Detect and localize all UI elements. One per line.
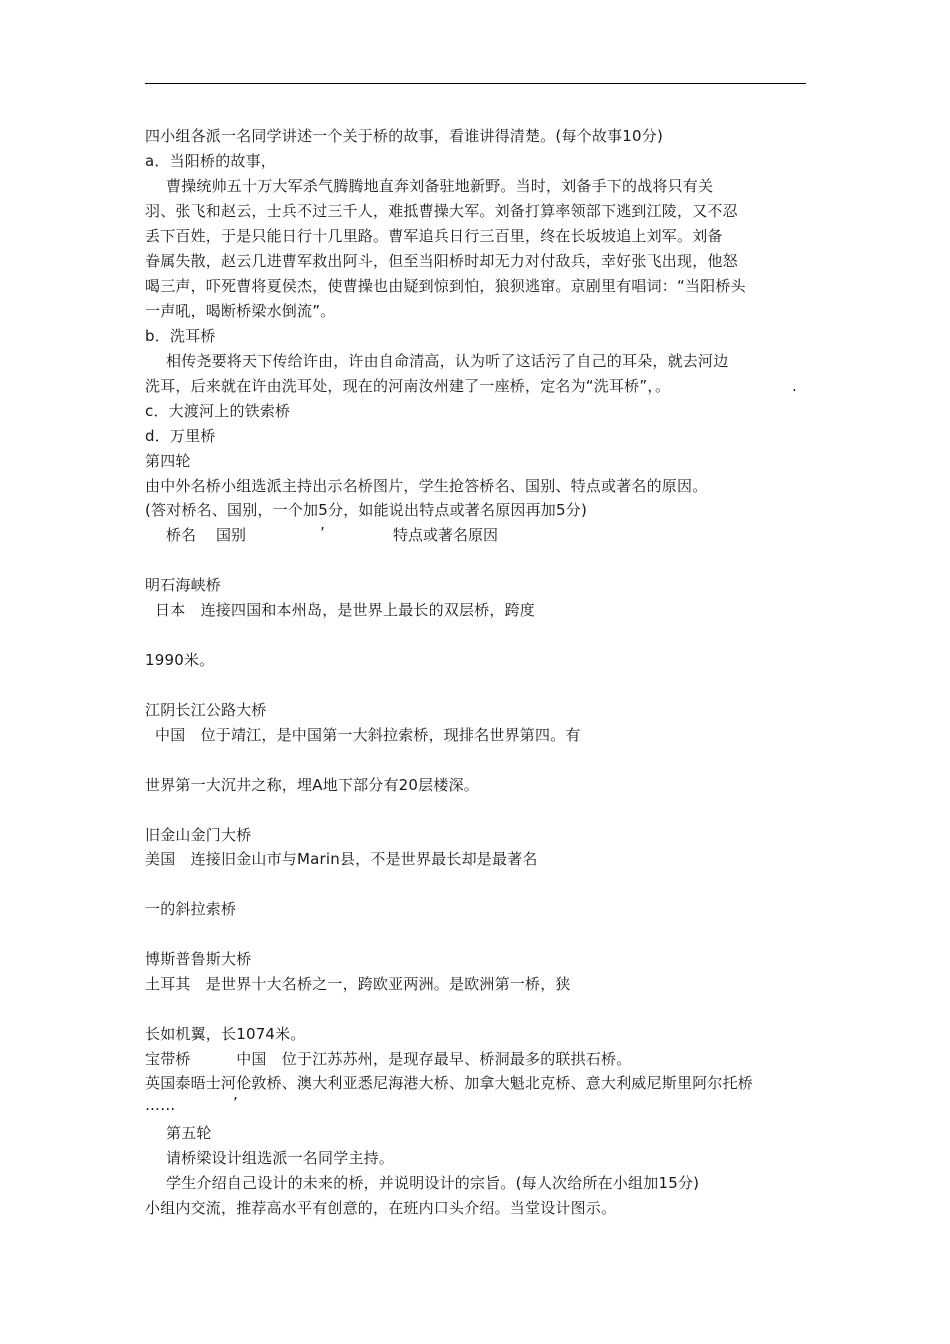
text-line: 宝带桥 中国 位于江苏苏州，是现存最早、桥洞最多的联拱石桥。 — [145, 1050, 632, 1068]
text-line: 旧金山金门大桥 — [145, 826, 252, 844]
text-line: 曹操统帅五十万大军杀气腾腾地直奔刘备驻地新野。当时，刘备手下的战将只有关 — [166, 177, 714, 195]
header-rule — [145, 83, 806, 84]
text-line: 丢下百姓，于是只能日行十几里路。曹军追兵日行三百里，终在长坂坡追上刘军。刘备 — [145, 227, 723, 245]
text-line: 美国 连接旧金山市与Marin县，不是世界最长却是最著名 — [145, 850, 538, 868]
text-line: 羽、张飞和赵云，士兵不过三千人，难抵曹操大军。刘备打算率领部下逃到江陵，又不忍 — [145, 202, 738, 220]
col-header-bridge-name: 桥名 — [166, 526, 197, 544]
text-line: 博斯普鲁斯大桥 — [145, 950, 252, 968]
text-line: 喝三声，吓死曹将夏侯杰，使曹操也由疑到惊到怕，狼狈逃窜。京剧里有唱词：“当阳桥头 — [145, 277, 746, 295]
text-line: 小组内交流，推荐高水平有创意的，在班内口头介绍。当堂设计图示。 — [145, 1199, 617, 1217]
text-line: 1990米。 — [145, 651, 215, 669]
col-header-mark: ’ — [320, 524, 325, 542]
text-line: 四小组各派一名同学讲述一个关于桥的故事，看谁讲得清楚。(每个故事10分) — [145, 127, 663, 145]
text-line: 学生介绍自己设计的未来的桥，并说明设计的宗旨。(每人次给所在小组加15分) — [166, 1174, 700, 1192]
col-header-country: 国别 — [216, 526, 247, 544]
text-line: 土耳其 是世界十大名桥之一，跨欧亚两洲。是欧洲第一桥，狭 — [145, 975, 571, 993]
col-header-feature: 特点或著名原因 — [393, 526, 499, 544]
text-line: …… — [145, 1096, 176, 1114]
stray-apostrophe: ’ — [233, 1094, 238, 1112]
text-line: 相传尧要将天下传给许由，许由自命清高，认为听了这话污了自己的耳朵，就去河边 — [166, 352, 729, 370]
text-line: 江阴长江公路大桥 — [145, 701, 267, 719]
text-line: a．当阳桥的故事， — [145, 152, 276, 170]
text-line: c．大渡河上的铁索桥 — [145, 402, 291, 420]
text-line: 一声吼，喝断桥梁水倒流”。 — [145, 302, 336, 320]
text-line: 中国 位于靖江，是中国第一大斜拉索桥，现排名世界第四。有 — [155, 726, 581, 744]
text-line: 由中外名桥小组选派主持出示名桥图片，学生抢答桥名、国别、特点或著名的原因。 — [145, 477, 708, 495]
text-line: 洗耳，后来就在许由洗耳处，现在的河南汝州建了一座桥，定名为“洗耳桥”，。 — [145, 377, 671, 395]
text-line: 眷属失散，赵云几进曹军救出阿斗，但至当阳桥时却无力对付敌兵，幸好张飞出现，他怒 — [145, 252, 738, 270]
text-line: b．洗耳桥 — [145, 327, 216, 345]
text-line: 第四轮 — [145, 452, 191, 470]
text-line: (答对桥名、国别，一个加5分，如能说出特点或著名原因再加5分) — [145, 501, 587, 519]
text-line: 明石海峡桥 — [145, 576, 222, 594]
text-line: 长如机翼，长1074米。 — [145, 1025, 306, 1043]
text-line: 请桥梁设计组选派一名同学主持。 — [166, 1149, 395, 1167]
stray-period: . — [792, 377, 797, 395]
text-line: 英国泰晤士河伦敦桥、澳大利亚悉尼海港大桥、加拿大魁北克桥、意大利威尼斯里阿尔托桥 — [145, 1074, 754, 1092]
text-line: 日本 连接四国和本州岛，是世界上最长的双层桥，跨度 — [155, 601, 536, 619]
text-line: 一的斜拉索桥 — [145, 900, 237, 918]
text-line: d．万里桥 — [145, 427, 216, 445]
text-line: 第五轮 — [166, 1124, 212, 1142]
text-line: 世界第一大沉井之称，埋A地下部分有20层楼深。 — [145, 776, 479, 794]
